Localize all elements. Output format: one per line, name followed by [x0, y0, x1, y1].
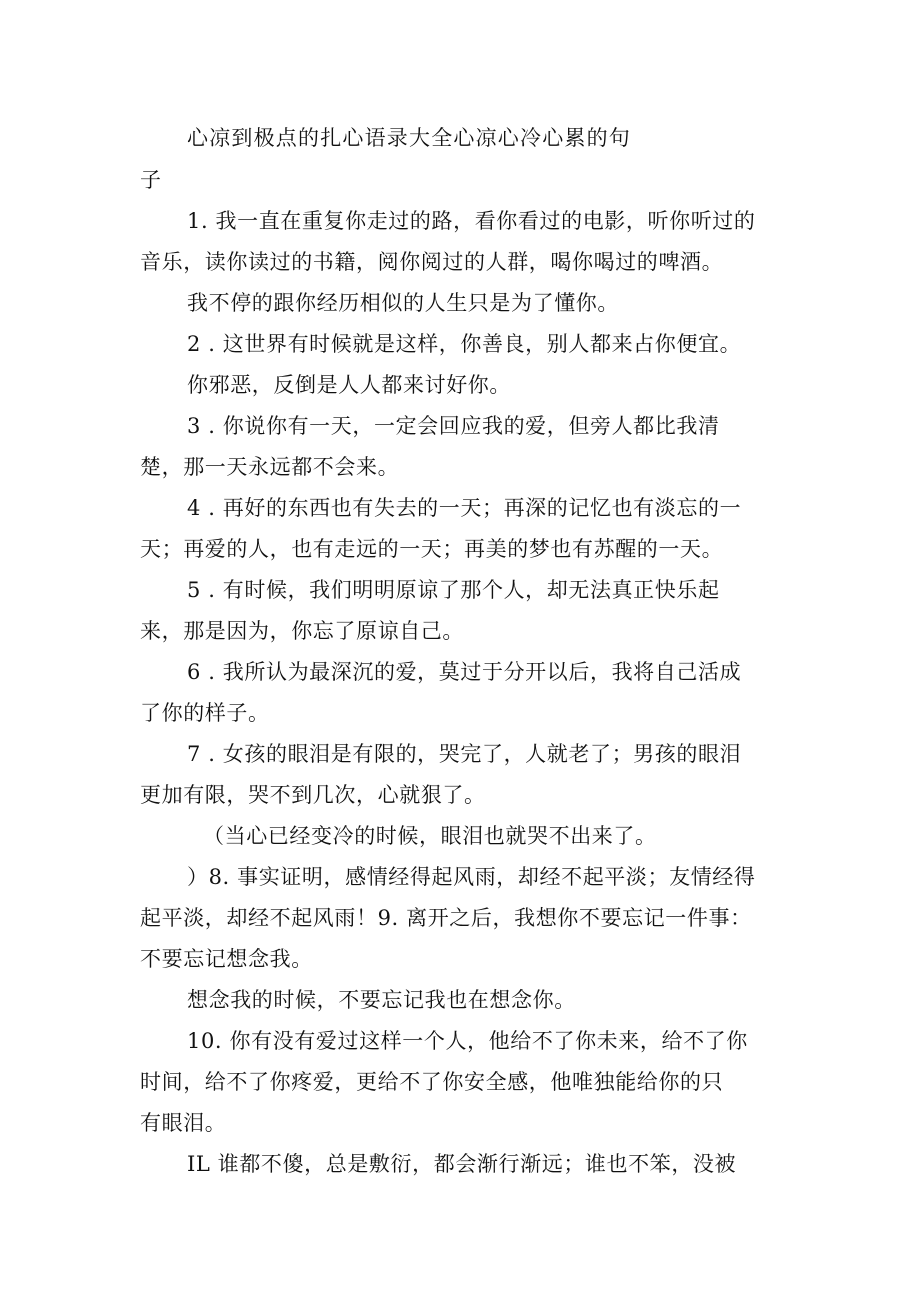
paragraph-10-line-1: （当心已经变冷的时候，眼泪也就哭不出来了。 [203, 824, 657, 848]
paragraph-14-line-1: IL 谁都不傻，总是敷衍，都会渐行渐远；谁也不笨，没被 [187, 1152, 737, 1176]
paragraph-6-line-1: 4 . 再好的东西也有失去的一天；再深的记忆也有淡忘的一 [187, 496, 742, 520]
paragraph-13-line-2: 时间，给不了你疼爱，更给不了你安全感，他唯独能给你的只 [140, 1070, 724, 1094]
paragraph-13-line-3: 有眼泪。 [140, 1111, 227, 1135]
paragraph-8-line-2: 了你的样子。 [140, 701, 270, 725]
paragraph-3-line-1: 2 . 这世界有时候就是这样，你善良，别人都来占你便宜。 [187, 332, 742, 356]
document-title-line-1: 心凉到极点的扎心语录大全心凉心冷心累的句 [187, 126, 631, 150]
paragraph-7-line-1: 5 . 有时候，我们明明原谅了那个人，却无法真正快乐起 [187, 578, 720, 602]
paragraph-13-line-1: 10. 你有没有爱过这样一个人，他给不了你未来，给不了你 [187, 1029, 748, 1053]
paragraph-1-line-2: 音乐，读你读过的书籍，阅你阅过的人群，喝你喝过的啤酒。 [140, 250, 724, 274]
paragraph-11-line-1: ）8. 事实证明，感情经得起风雨，却经不起平淡；友情经得 [187, 865, 756, 889]
paragraph-11-line-2: 起平淡，却经不起风雨！9. 离开之后，我想你不要忘记一件事： [140, 906, 752, 930]
paragraph-5-line-1: 3 . 你说你有一天，一定会回应我的爱，但旁人都比我清 [187, 414, 720, 438]
paragraph-8-line-1: 6 . 我所认为最深沉的爱，莫过于分开以后，我将自己活成 [187, 660, 742, 684]
paragraph-9-line-2: 更加有限，哭不到几次，心就狠了。 [140, 783, 486, 807]
paragraph-11-line-3: 不要忘记想念我。 [140, 947, 313, 971]
paragraph-4-line-1: 你邪恶，反倒是人人都来讨好你。 [187, 373, 511, 397]
document-title-line-2: 子 [140, 168, 163, 192]
paragraph-7-line-2: 来，那是因为，你忘了原谅自己。 [140, 619, 464, 643]
paragraph-6-line-2: 天；再爱的人，也有走远的一天；再美的梦也有苏醒的一天。 [140, 537, 724, 561]
paragraph-2-line-1: 我不停的跟你经历相似的人生只是为了懂你。 [187, 291, 619, 315]
paragraph-9-line-1: 7 . 女孩的眼泪是有限的，哭完了，人就老了；男孩的眼泪 [187, 742, 742, 766]
paragraph-12-line-1: 想念我的时候，不要忘记我也在想念你。 [187, 988, 576, 1012]
paragraph-1-line-1: 1. 我一直在重复你走过的路，看你看过的电影，听你听过的 [187, 209, 756, 233]
paragraph-5-line-2: 楚，那一天永远都不会来。 [140, 455, 400, 479]
